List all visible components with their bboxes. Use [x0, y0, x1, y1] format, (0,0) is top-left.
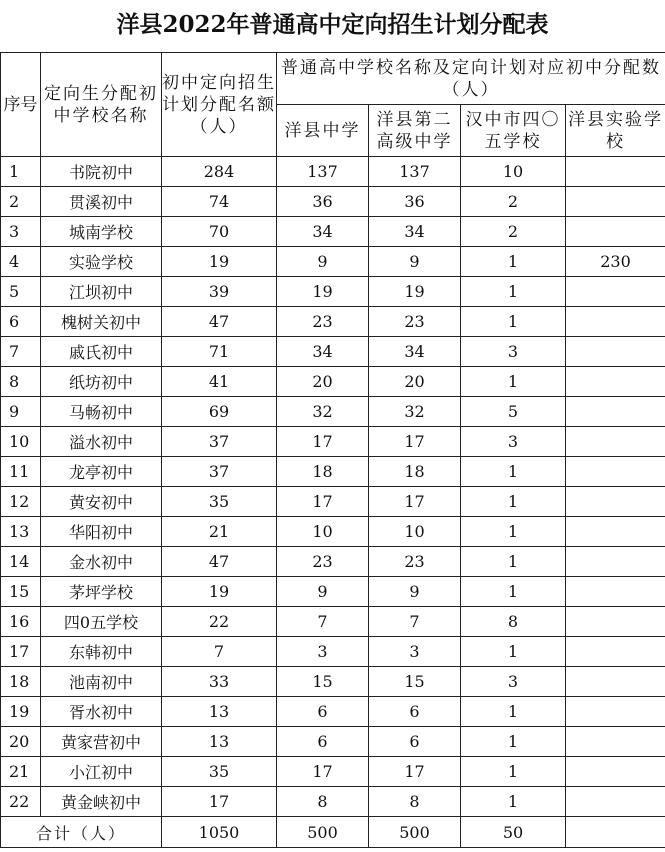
table-row — [1, 667, 665, 697]
row-school: 四0五学校 — [41, 607, 162, 637]
row-hs4 — [566, 547, 665, 577]
row-hs4 — [566, 607, 665, 637]
row-index: 11 — [1, 457, 41, 487]
row-school: 黄金峡初中 — [41, 787, 162, 817]
row-school: 华阳初中 — [41, 517, 162, 547]
total-hs1: 500 — [277, 817, 369, 848]
row-hs3: 3 — [461, 667, 566, 697]
row-quota: 7 — [162, 637, 277, 667]
row-school: 东韩初中 — [41, 637, 162, 667]
row-index: 22 — [1, 787, 41, 817]
row-hs3: 1 — [461, 547, 566, 577]
row-school: 茅坪学校 — [41, 577, 162, 607]
row-hs2: 34 — [369, 337, 461, 367]
row-index: 10 — [1, 427, 41, 457]
row-hs4 — [566, 187, 665, 217]
row-hs1: 15 — [277, 667, 369, 697]
table-row — [1, 697, 665, 727]
row-index: 5 — [1, 277, 41, 307]
row-hs1: 9 — [277, 247, 369, 277]
row-hs1: 137 — [277, 157, 369, 187]
row-quota: 37 — [162, 457, 277, 487]
header-quota: 初中定向招生计划分配名额（人） — [162, 53, 277, 157]
table-row — [1, 607, 665, 637]
table-row — [1, 367, 665, 397]
row-hs2: 23 — [369, 307, 461, 337]
table-row — [1, 187, 665, 217]
row-index: 15 — [1, 577, 41, 607]
row-hs4 — [566, 367, 665, 397]
row-index: 16 — [1, 607, 41, 637]
row-school: 金水初中 — [41, 547, 162, 577]
row-hs3: 3 — [461, 427, 566, 457]
row-hs3: 10 — [461, 157, 566, 187]
header-school: 定向生分配初中学校名称 — [41, 53, 162, 157]
row-hs4 — [566, 637, 665, 667]
row-hs1: 23 — [277, 307, 369, 337]
row-hs2: 17 — [369, 757, 461, 787]
row-school: 溢水初中 — [41, 427, 162, 457]
row-hs4 — [566, 217, 665, 247]
row-quota: 33 — [162, 667, 277, 697]
table-row — [1, 757, 665, 787]
row-hs2: 17 — [369, 487, 461, 517]
header-hs-405: 汉中市四〇五学校 — [461, 105, 566, 157]
total-row — [1, 817, 665, 848]
row-quota: 41 — [162, 367, 277, 397]
row-quota: 47 — [162, 547, 277, 577]
row-school: 黄家营初中 — [41, 727, 162, 757]
row-hs2: 19 — [369, 277, 461, 307]
row-school: 龙亭初中 — [41, 457, 162, 487]
row-hs3: 1 — [461, 727, 566, 757]
row-hs3: 1 — [461, 787, 566, 817]
total-hs4 — [566, 817, 665, 848]
row-hs4 — [566, 307, 665, 337]
row-quota: 21 — [162, 517, 277, 547]
row-index: 19 — [1, 697, 41, 727]
row-quota: 284 — [162, 157, 277, 187]
row-quota: 39 — [162, 277, 277, 307]
row-index: 9 — [1, 397, 41, 427]
row-hs1: 23 — [277, 547, 369, 577]
table-body — [1, 157, 665, 817]
table-row — [1, 307, 665, 337]
table-row — [1, 277, 665, 307]
row-quota: 13 — [162, 697, 277, 727]
row-hs4: 230 — [566, 247, 665, 277]
total-label: 合计（人） — [1, 817, 162, 848]
row-hs4 — [566, 337, 665, 367]
row-hs4 — [566, 757, 665, 787]
row-hs2: 20 — [369, 367, 461, 397]
header-hs-yangxian-middle: 洋县中学 — [277, 105, 369, 157]
row-hs2: 10 — [369, 517, 461, 547]
table-row — [1, 787, 665, 817]
row-index: 6 — [1, 307, 41, 337]
row-school: 贯溪初中 — [41, 187, 162, 217]
row-index: 14 — [1, 547, 41, 577]
row-hs1: 17 — [277, 757, 369, 787]
row-index: 21 — [1, 757, 41, 787]
row-hs2: 17 — [369, 427, 461, 457]
row-school: 书院初中 — [41, 157, 162, 187]
row-index: 4 — [1, 247, 41, 277]
row-hs2: 36 — [369, 187, 461, 217]
row-hs1: 3 — [277, 637, 369, 667]
row-hs3: 5 — [461, 397, 566, 427]
row-hs1: 34 — [277, 337, 369, 367]
table-row — [1, 487, 665, 517]
table-row — [1, 217, 665, 247]
table-row — [1, 577, 665, 607]
row-quota: 70 — [162, 217, 277, 247]
row-hs1: 36 — [277, 187, 369, 217]
row-hs4 — [566, 787, 665, 817]
row-hs3: 1 — [461, 577, 566, 607]
row-school: 纸坊初中 — [41, 367, 162, 397]
total-hs2: 500 — [369, 817, 461, 848]
row-hs3: 2 — [461, 187, 566, 217]
row-hs4 — [566, 697, 665, 727]
row-quota: 74 — [162, 187, 277, 217]
table-row — [1, 457, 665, 487]
row-quota: 19 — [162, 247, 277, 277]
row-hs3: 1 — [461, 697, 566, 727]
row-quota: 13 — [162, 727, 277, 757]
row-quota: 35 — [162, 487, 277, 517]
row-school: 江坝初中 — [41, 277, 162, 307]
row-school: 槐树关初中 — [41, 307, 162, 337]
row-hs1: 10 — [277, 517, 369, 547]
table-row — [1, 337, 665, 367]
header-hs-second-high: 洋县第二高级中学 — [369, 105, 461, 157]
row-hs3: 2 — [461, 217, 566, 247]
table-row — [1, 247, 665, 277]
row-hs1: 20 — [277, 367, 369, 397]
row-index: 13 — [1, 517, 41, 547]
table-row — [1, 637, 665, 667]
row-index: 1 — [1, 157, 41, 187]
table-row — [1, 397, 665, 427]
row-hs4 — [566, 577, 665, 607]
page-title: 洋县2022年普通高中定向招生计划分配表 — [116, 11, 549, 38]
row-index: 3 — [1, 217, 41, 247]
table-row — [1, 427, 665, 457]
row-hs3: 8 — [461, 607, 566, 637]
row-hs1: 34 — [277, 217, 369, 247]
header-high-school-group: 普通高中学校名称及定向计划对应初中分配数（人） — [277, 53, 665, 105]
row-hs2: 137 — [369, 157, 461, 187]
header-index: 序号 — [1, 53, 41, 157]
total-quota: 1050 — [162, 817, 277, 848]
row-quota: 47 — [162, 307, 277, 337]
row-hs3: 1 — [461, 457, 566, 487]
row-school: 城南学校 — [41, 217, 162, 247]
row-quota: 37 — [162, 427, 277, 457]
table-row — [1, 517, 665, 547]
row-hs4 — [566, 667, 665, 697]
total-hs3: 50 — [461, 817, 566, 848]
row-index: 20 — [1, 727, 41, 757]
row-hs4 — [566, 727, 665, 757]
row-hs3: 1 — [461, 277, 566, 307]
row-hs2: 6 — [369, 697, 461, 727]
row-index: 7 — [1, 337, 41, 367]
row-hs1: 6 — [277, 697, 369, 727]
row-school: 戚氏初中 — [41, 337, 162, 367]
row-hs3: 1 — [461, 757, 566, 787]
row-hs3: 1 — [461, 247, 566, 277]
row-hs2: 8 — [369, 787, 461, 817]
row-hs4 — [566, 397, 665, 427]
row-index: 18 — [1, 667, 41, 697]
row-hs3: 1 — [461, 367, 566, 397]
row-hs1: 32 — [277, 397, 369, 427]
row-index: 17 — [1, 637, 41, 667]
row-hs3: 1 — [461, 487, 566, 517]
table-row — [1, 157, 665, 187]
row-hs2: 6 — [369, 727, 461, 757]
row-hs4 — [566, 517, 665, 547]
row-hs2: 3 — [369, 637, 461, 667]
row-hs2: 9 — [369, 247, 461, 277]
row-hs4 — [566, 487, 665, 517]
row-quota: 17 — [162, 787, 277, 817]
row-hs1: 19 — [277, 277, 369, 307]
row-hs1: 17 — [277, 427, 369, 457]
row-hs1: 7 — [277, 607, 369, 637]
row-school: 小江初中 — [41, 757, 162, 787]
allocation-table — [0, 52, 665, 848]
row-hs1: 8 — [277, 787, 369, 817]
table-row — [1, 727, 665, 757]
row-hs1: 18 — [277, 457, 369, 487]
row-index: 2 — [1, 187, 41, 217]
row-hs4 — [566, 457, 665, 487]
row-hs2: 9 — [369, 577, 461, 607]
row-hs3: 3 — [461, 337, 566, 367]
row-hs2: 32 — [369, 397, 461, 427]
row-quota: 22 — [162, 607, 277, 637]
row-school: 黄安初中 — [41, 487, 162, 517]
row-school: 实验学校 — [41, 247, 162, 277]
row-hs1: 6 — [277, 727, 369, 757]
row-hs1: 9 — [277, 577, 369, 607]
row-school: 马畅初中 — [41, 397, 162, 427]
row-hs4 — [566, 277, 665, 307]
row-hs3: 1 — [461, 307, 566, 337]
row-hs3: 1 — [461, 637, 566, 667]
table-row — [1, 547, 665, 577]
row-index: 12 — [1, 487, 41, 517]
row-hs2: 34 — [369, 217, 461, 247]
row-quota: 35 — [162, 757, 277, 787]
row-hs3: 1 — [461, 517, 566, 547]
row-hs1: 17 — [277, 487, 369, 517]
row-index: 8 — [1, 367, 41, 397]
row-quota: 69 — [162, 397, 277, 427]
row-hs2: 23 — [369, 547, 461, 577]
row-quota: 71 — [162, 337, 277, 367]
row-hs2: 15 — [369, 667, 461, 697]
row-school: 池南初中 — [41, 667, 162, 697]
row-hs2: 7 — [369, 607, 461, 637]
row-hs4 — [566, 157, 665, 187]
header-hs-experimental: 洋县实验学校 — [566, 105, 665, 157]
row-school: 胥水初中 — [41, 697, 162, 727]
row-hs4 — [566, 427, 665, 457]
row-quota: 19 — [162, 577, 277, 607]
row-hs2: 18 — [369, 457, 461, 487]
